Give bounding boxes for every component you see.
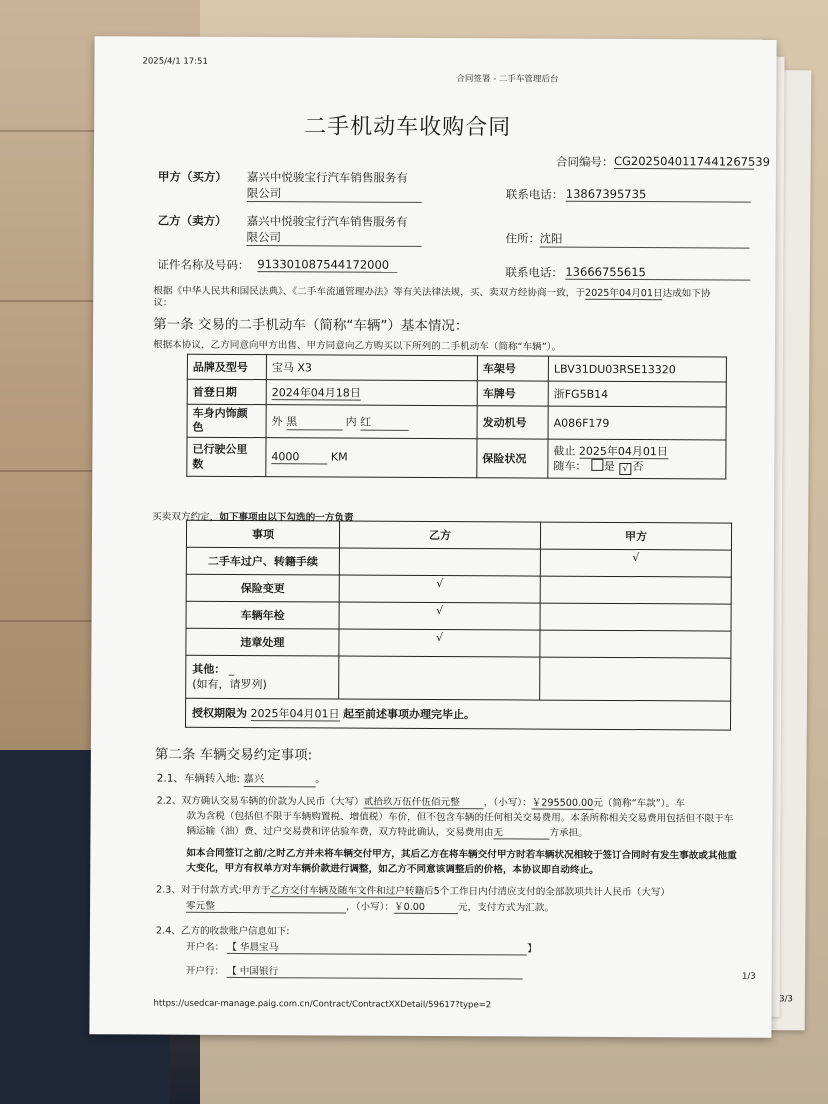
party-b-name-line1: 嘉兴中悦骏宝行汽车销售服务有 xyxy=(246,214,408,229)
site-title: 合同签署 - 二手车管理后台 xyxy=(456,74,559,85)
other-label: 其他： xyxy=(192,662,226,676)
auth-date: 2025年04月01日 xyxy=(250,707,340,721)
other-party-b[interactable] xyxy=(339,656,540,700)
reg-date-label: 首登日期 xyxy=(187,379,266,404)
responsibility-table xyxy=(185,520,732,731)
plate-label: 车牌号 xyxy=(477,381,548,406)
row-party-a-check[interactable]: √ xyxy=(540,549,731,577)
plate-value: 浙FG5B14 xyxy=(548,381,726,407)
color-cell xyxy=(266,405,477,439)
account-name-row xyxy=(186,939,537,956)
mileage-value: 4000 xyxy=(271,450,327,464)
engine-label: 发动机号 xyxy=(477,406,548,439)
color-label xyxy=(187,404,266,437)
party-b-label: 乙方（卖方） xyxy=(157,213,227,228)
row-item: 二手车过户、转籍手续 xyxy=(186,547,339,575)
preamble-text: 根据《中华人民共和国民法典》、《二手车流通管理办法》等有关法律法规，买、卖双方经协商一致，于 xyxy=(153,285,586,299)
clause-2-2-bold1: 如本合同签订之前/之时乙方并未将车辆交付甲方，其后乙方在将车辆交付甲方时若车辆状况相较于签订合同时有发生事故或其他重 xyxy=(186,847,737,862)
clause-no: 2.1、 xyxy=(156,772,184,785)
auth-cell xyxy=(186,698,731,730)
vin-label: 车架号 xyxy=(477,356,548,381)
contract-page xyxy=(89,36,776,1038)
contract-title: 二手机动车收购合同 xyxy=(304,114,512,141)
party-a-label: 甲方（买方） xyxy=(157,169,227,184)
other-party-a[interactable] xyxy=(540,657,731,701)
clause-2-3-line1 xyxy=(156,882,670,899)
clause-2-3-line2 xyxy=(186,898,554,915)
party-b-phone-label: 联系电话： xyxy=(505,265,563,280)
mileage-label xyxy=(187,437,266,476)
back-page-number: 3/3 xyxy=(779,994,793,1005)
table-row xyxy=(186,628,731,658)
color-label-l1: 车身内饰颜 xyxy=(192,406,248,421)
clause-2-4-label: 乙方的收款账户信息如下: xyxy=(180,925,290,938)
clause-2-3-text-d: 元，支付方式为汇款。 xyxy=(457,902,554,914)
preamble-line1 xyxy=(153,283,710,300)
clause-2-3-text-c: ，（小写）： xyxy=(346,901,395,913)
account-name-label: 开户名： xyxy=(185,941,225,953)
row-party-b-check[interactable] xyxy=(339,548,540,576)
bracket-right: 】 xyxy=(527,943,537,955)
clause-2-2-line2: 款为含税（包括但不限于车辆购置税、增值税）车价，但不包含车辆的任何相关交易费用。本条所称相关交易费用包括但不限于车 xyxy=(186,810,734,825)
row-item: 违章处理 xyxy=(186,628,339,656)
clause-no: 2.2、 xyxy=(156,795,182,807)
ins-with-car-label: 随车： xyxy=(553,459,587,473)
party-a-phone-label: 联系电话： xyxy=(505,187,564,202)
row-item: 车辆年检 xyxy=(186,601,339,629)
contract-no-label: 合同编号： xyxy=(555,154,614,169)
payment-upper: 零元整 xyxy=(186,898,346,914)
bank-row xyxy=(186,963,524,980)
col-party-a: 甲方 xyxy=(540,522,731,550)
clause-2-2-line3 xyxy=(186,823,587,840)
vin-value: LBV31DU03RSE13320 xyxy=(548,356,726,382)
payment-condition: 乙方交付车辆及随车文件和过户转籍 xyxy=(270,885,425,897)
opt-no-label: 否 xyxy=(632,459,644,473)
ins-until-label: 截止 xyxy=(553,444,576,458)
other-cell xyxy=(186,655,339,699)
auth-label: 授权期限为 xyxy=(192,706,248,721)
clause-2-1-end: 。 xyxy=(315,773,326,786)
party-b-name-line2: 限公司 xyxy=(247,229,422,247)
fee-party: 无 xyxy=(493,824,549,839)
bank-value: 中国银行 xyxy=(239,965,279,978)
insurance-cell xyxy=(548,439,726,479)
mileage-unit: KM xyxy=(330,450,348,464)
color-label-l2: 色 xyxy=(192,420,204,434)
resp-intro-a: 买卖双方约定， xyxy=(152,511,220,523)
col-party-b: 乙方 xyxy=(339,521,540,549)
ext-prefix: 外 xyxy=(271,414,283,428)
table-row xyxy=(187,404,726,440)
row-party-b-check[interactable]: √ xyxy=(339,629,540,657)
vehicle-info-table xyxy=(186,354,727,480)
checkbox-yes[interactable] xyxy=(591,458,603,470)
other-hint: (如有，请罗列) xyxy=(192,677,267,692)
print-datetime: 2025/4/1 17:51 xyxy=(142,56,208,67)
bank-label: 开户行： xyxy=(185,965,225,977)
int-prefix: 内 xyxy=(345,415,357,429)
bank-field xyxy=(227,963,523,980)
clause-2-1-label: 车辆转入地: xyxy=(183,772,241,785)
party-b-id-label: 证件名称及号码： xyxy=(157,257,250,273)
clause-2-2-text-b: ，（小写）： xyxy=(483,797,532,809)
page-url: https://usedcar-manage.paig.com.cn/Contract/ContractXXDetail/59617?type=2 xyxy=(153,998,492,1011)
clause-2-1-value: 嘉兴 xyxy=(243,771,315,787)
table-row xyxy=(186,574,731,604)
clause-2-1 xyxy=(157,771,326,788)
clause-2-2-text-a: 双方确认交易车辆的价款为人民币（大写） xyxy=(181,795,364,808)
mileage-label-l2: 数 xyxy=(192,457,204,471)
insurance-label: 保险状况 xyxy=(477,439,548,478)
reg-date-cell xyxy=(266,380,477,406)
int-color: 红 xyxy=(360,413,408,430)
engine-value: A086F179 xyxy=(548,406,726,440)
ext-color: 黑 xyxy=(286,413,342,430)
table-row xyxy=(186,655,731,701)
auth-tail: 起至前述事项办理完毕止。 xyxy=(343,707,476,722)
party-b-phone: 13666755615 xyxy=(565,265,750,281)
row-party-a-check[interactable] xyxy=(540,630,731,658)
mileage-cell xyxy=(266,438,477,478)
party-b-addr-label: 住所： xyxy=(505,231,541,246)
row-party-a-check[interactable] xyxy=(540,576,731,604)
payment-lower: ￥0.00 xyxy=(394,899,458,914)
checkbox-no-checked[interactable]: √ xyxy=(619,462,631,474)
table-row xyxy=(186,601,731,631)
row-party-b-check[interactable]: √ xyxy=(339,575,540,603)
reg-date-value: 2024年04月18日 xyxy=(271,386,361,400)
clause-2-2-bold2: 大变化，甲方有权单方对车辆价款进行调整，如乙方不同意该调整后的价格，本协议即自动终止。 xyxy=(186,862,599,876)
preamble-text-tail: 达成如下协 xyxy=(662,288,711,300)
preamble-date: 2025年04月01日 xyxy=(584,287,663,300)
clause-2-2-text-c: 元（简称“车款”）。车 xyxy=(593,797,685,810)
price-upper: 贰拾玖万伍仟伍佰元整 xyxy=(364,794,484,810)
clause-2-3-text-a: 对于付款方式:甲方于 xyxy=(180,884,271,897)
resp-intro-b: 如下事项由以下勾选的一方负责 xyxy=(219,511,354,524)
clause-2-3-text-b: 后5个工作日内付清应支付的全部款项共计人民币（大写） xyxy=(424,885,671,899)
clause-2-2-line3-b: 方承担。 xyxy=(549,827,588,839)
party-a-name-line1: 嘉兴中悦骏宝行汽车销售服务有 xyxy=(246,170,408,185)
row-party-a-check[interactable] xyxy=(540,603,731,631)
table-row xyxy=(186,520,731,550)
article1-intro: 根据本协议，乙方同意向甲方出售、甲方同意向乙方购买以下所列的二手机动车（简称“车辆”）。 xyxy=(152,339,562,353)
row-party-b-check[interactable]: √ xyxy=(339,602,540,630)
party-b-addr: 沈阳 xyxy=(540,231,750,249)
preamble-line2: 议： xyxy=(153,297,173,309)
clause-no: 2.4、 xyxy=(155,925,181,937)
page-number: 1/3 xyxy=(741,971,756,982)
article2-title: 第二条 车辆交易约定事项: xyxy=(154,746,313,764)
account-name-field xyxy=(227,939,527,956)
col-item: 事项 xyxy=(186,520,339,548)
table-row xyxy=(186,547,731,577)
party-b-id: 913301087544172000 xyxy=(257,257,397,273)
article1-title: 第一条 交易的二手机动车（简称“车辆”）基本情况： xyxy=(153,316,469,335)
table-row xyxy=(187,437,726,479)
clause-2-4 xyxy=(156,923,290,938)
opt-yes-label: 是 xyxy=(603,459,615,473)
table-row xyxy=(186,698,731,730)
mileage-label-l1: 已行驶公里 xyxy=(192,442,248,457)
brand-label: 品牌及型号 xyxy=(187,354,266,379)
brand-value: 宝马 X3 xyxy=(266,355,477,381)
price-lower: ￥295500.00 xyxy=(531,797,594,809)
bracket-left: 【 xyxy=(227,941,237,953)
clause-2-2-line3-a: 辆运输（油）费、过户交易费和评估验车费，双方特此确认，交易费用由 xyxy=(186,825,494,839)
party-a-phone: 13867395735 xyxy=(566,187,751,203)
table-row xyxy=(187,354,726,382)
party-a-name-line2: 限公司 xyxy=(247,185,422,203)
account-name-value: 华晨宝马 xyxy=(239,941,279,954)
contract-no: CG2025040117441267539 xyxy=(613,153,770,169)
row-item: 保险变更 xyxy=(186,574,339,602)
table-row xyxy=(187,379,726,407)
clause-no: 2.3、 xyxy=(156,884,182,896)
other-value: _ xyxy=(228,662,235,676)
ins-until-value: 2025年04月01日 xyxy=(578,444,668,458)
bracket-left: 【 xyxy=(227,965,237,977)
